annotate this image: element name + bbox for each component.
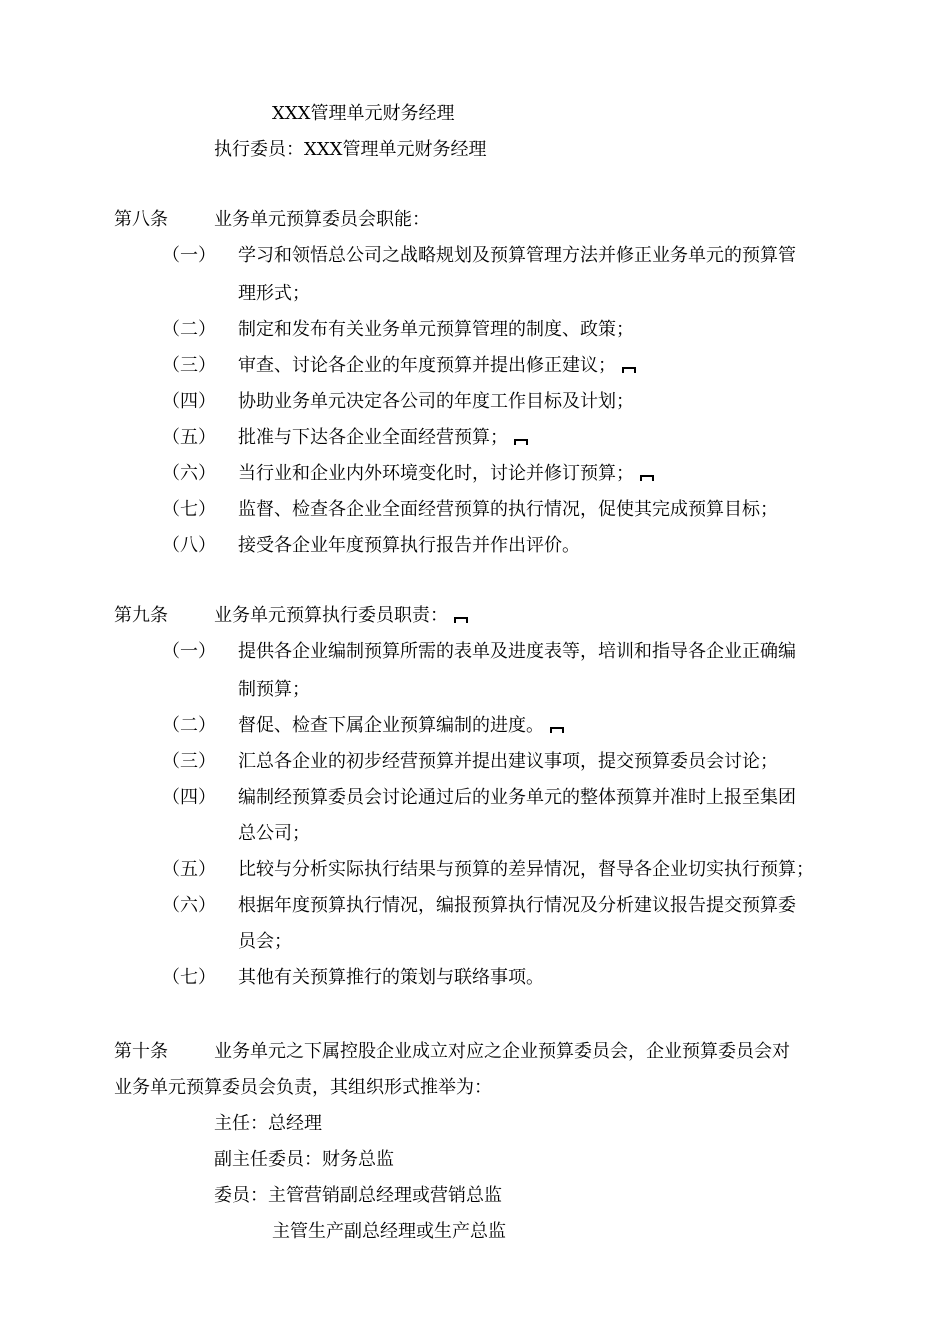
art8-item-6-line [238,462,654,486]
article-9-number: 第九条 [114,605,168,626]
article-9-title: 业务单元预算执行委员职责： [214,605,448,626]
art9-item-6-text: 根据年度预算执行情况，编报预算执行情况及分析建议报告提交预算委 [238,895,796,916]
art9-item-7-number: （七） [162,967,216,988]
art8-item-8-number: （八） [162,535,216,556]
paragraph-mark-icon [550,727,564,733]
art8-item-4-text: 协助业务单元决定各公司的年度工作目标及计划； [238,391,634,412]
intro-line-2: 执行委员：XXX管理单元财务经理 [214,139,487,160]
art9-item-1-continuation: 制预算； [238,679,310,700]
art8-item-1-number: （一） [162,245,216,266]
art9-item-5-number: （五） [162,859,216,880]
role-deputy-director: 副主任委员：财务总监 [214,1149,394,1170]
art8-item-3-text: 审查、讨论各企业的年度预算并提出修正建议； [238,355,616,376]
role-member-marketing: 委员：主管营销副总经理或营销总监 [214,1185,502,1206]
art8-item-8-text: 接受各企业年度预算执行报告并作出评价。 [238,535,580,556]
art9-item-5-text: 比较与分析实际执行结果与预算的差异情况，督导各企业切实执行预算； [238,859,814,880]
art8-item-6-text: 当行业和企业内外环境变化时，讨论并修订预算； [238,463,634,484]
art8-item-4-number: （四） [162,391,216,412]
paragraph-mark-icon [454,617,468,623]
paragraph-mark-icon [622,367,636,373]
article-10-text-2: 业务单元预算委员会负责，其组织形式推举为： [114,1077,492,1098]
art9-item-1-number: （一） [162,641,216,662]
art9-item-1-text: 提供各企业编制预算所需的表单及进度表等，培训和指导各企业正确编 [238,641,796,662]
art9-item-7-text: 其他有关预算推行的策划与联络事项。 [238,967,544,988]
art8-item-5-number: （五） [162,427,216,448]
art8-item-5-text: 批准与下达各企业全面经营预算； [238,427,508,448]
art9-item-3-number: （三） [162,751,216,772]
art8-item-3-number: （三） [162,355,216,376]
paragraph-mark-icon [514,439,528,445]
art8-item-1-continuation: 理形式； [238,283,310,304]
article-10-number: 第十条 [114,1041,168,1062]
intro-line-1: XXX管理单元财务经理 [272,103,455,124]
paragraph-mark-icon [640,475,654,481]
art9-item-3-text: 汇总各企业的初步经营预算并提出建议事项，提交预算委员会讨论； [238,751,778,772]
art8-item-3-line [238,354,636,378]
art9-item-2-text: 督促、检查下属企业预算编制的进度。 [238,715,544,736]
article-9-title-line [214,604,468,628]
art8-item-5-line [238,426,528,450]
art8-item-7-number: （七） [162,499,216,520]
art8-item-6-number: （六） [162,463,216,484]
role-director: 主任：总经理 [214,1113,322,1134]
art9-item-6-continuation: 员会； [238,931,292,952]
art8-item-1-text: 学习和领悟总公司之战略规划及预算管理方法并修正业务单元的预算管 [238,245,796,266]
role-member-production: 主管生产副总经理或生产总监 [272,1221,506,1242]
art9-item-4-number: （四） [162,787,216,808]
art8-item-7-text: 监督、检查各企业全面经营预算的执行情况，促使其完成预算目标； [238,499,778,520]
art9-item-2-number: （二） [162,715,216,736]
art9-item-4-continuation: 总公司； [238,823,310,844]
article-10-text-1: 业务单元之下属控股企业成立对应之企业预算委员会，企业预算委员会对 [214,1041,790,1062]
art8-item-2-number: （二） [162,319,216,340]
art9-item-4-text: 编制经预算委员会讨论通过后的业务单元的整体预算并准时上报至集团 [238,787,796,808]
article-8-number: 第八条 [114,209,168,230]
art9-item-6-number: （六） [162,895,216,916]
art8-item-2-text: 制定和发布有关业务单元预算管理的制度、政策； [238,319,634,340]
article-8-title: 业务单元预算委员会职能： [214,209,430,230]
art9-item-2-line [238,714,564,738]
